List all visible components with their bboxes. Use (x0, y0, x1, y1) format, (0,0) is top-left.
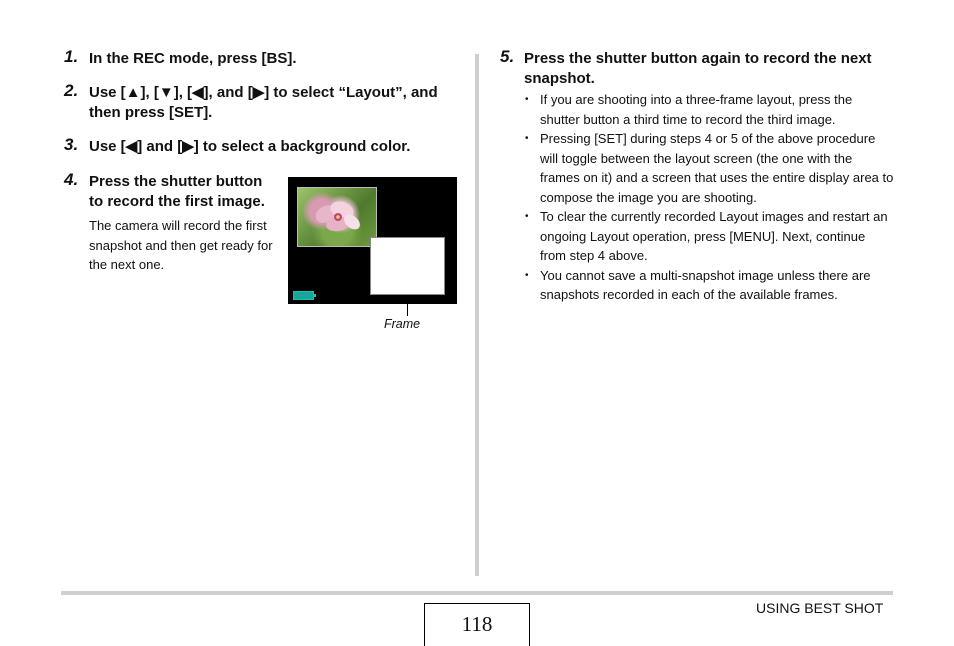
list-item: • If you are shooting into a three-frame layout, press the shutter button a third time to record the third image. (524, 90, 894, 129)
footer-rule (61, 591, 893, 595)
notes-list (524, 90, 894, 305)
callout-line (407, 296, 408, 316)
step-2 (64, 83, 464, 123)
column-divider (475, 54, 479, 576)
page-number-box (424, 603, 530, 646)
camera-screen-figure (288, 177, 457, 304)
step-text: In the REC mode, press [BS]. (89, 50, 297, 67)
frame-callout-label: Frame (384, 317, 421, 331)
empty-frame (370, 237, 445, 295)
step-text: Use [◀] and [▶] to select a background color. (89, 138, 411, 155)
step-number: 4. (64, 170, 79, 189)
step-number: 1. (64, 47, 79, 66)
step-number: 3. (64, 135, 79, 154)
flower-photo (297, 187, 377, 247)
list-item: • Pressing [SET] during steps 4 or 5 of the above procedure will toggle between the layout screen (the one with the frames on it) and a screen that uses the entire display area to compose the image you are shooting. (524, 129, 894, 207)
section-title: USING BEST SHOT (756, 600, 884, 616)
step-text: Press the shutter button to record the first image. (89, 173, 265, 210)
flower-image-icon (298, 188, 377, 247)
step-4 (64, 172, 274, 275)
list-item: • To clear the currently recorded Layout images and restart an ongoing Layout operation, press [MENU]. Next, continue from step 4 above. (524, 207, 894, 266)
step-number: 2. (64, 81, 79, 100)
step-3 (64, 137, 464, 157)
page-number: 118 (461, 612, 493, 636)
step-1 (64, 49, 464, 69)
step-number: 5. (500, 47, 515, 66)
step-text: Use [▲], [▼], [◀], and [▶] to select “Layout”, and then press [SET]. (89, 84, 438, 121)
step-text: Press the shutter button again to record the next snapshot. (524, 50, 872, 87)
step-5 (500, 49, 900, 89)
list-item: • You cannot save a multi-snapshot image unless there are snapshots recorded in each of the available frames. (524, 266, 894, 305)
battery-icon (293, 291, 314, 300)
step-description: The camera will record the first snapshot and then get ready for the next one. (89, 218, 273, 272)
